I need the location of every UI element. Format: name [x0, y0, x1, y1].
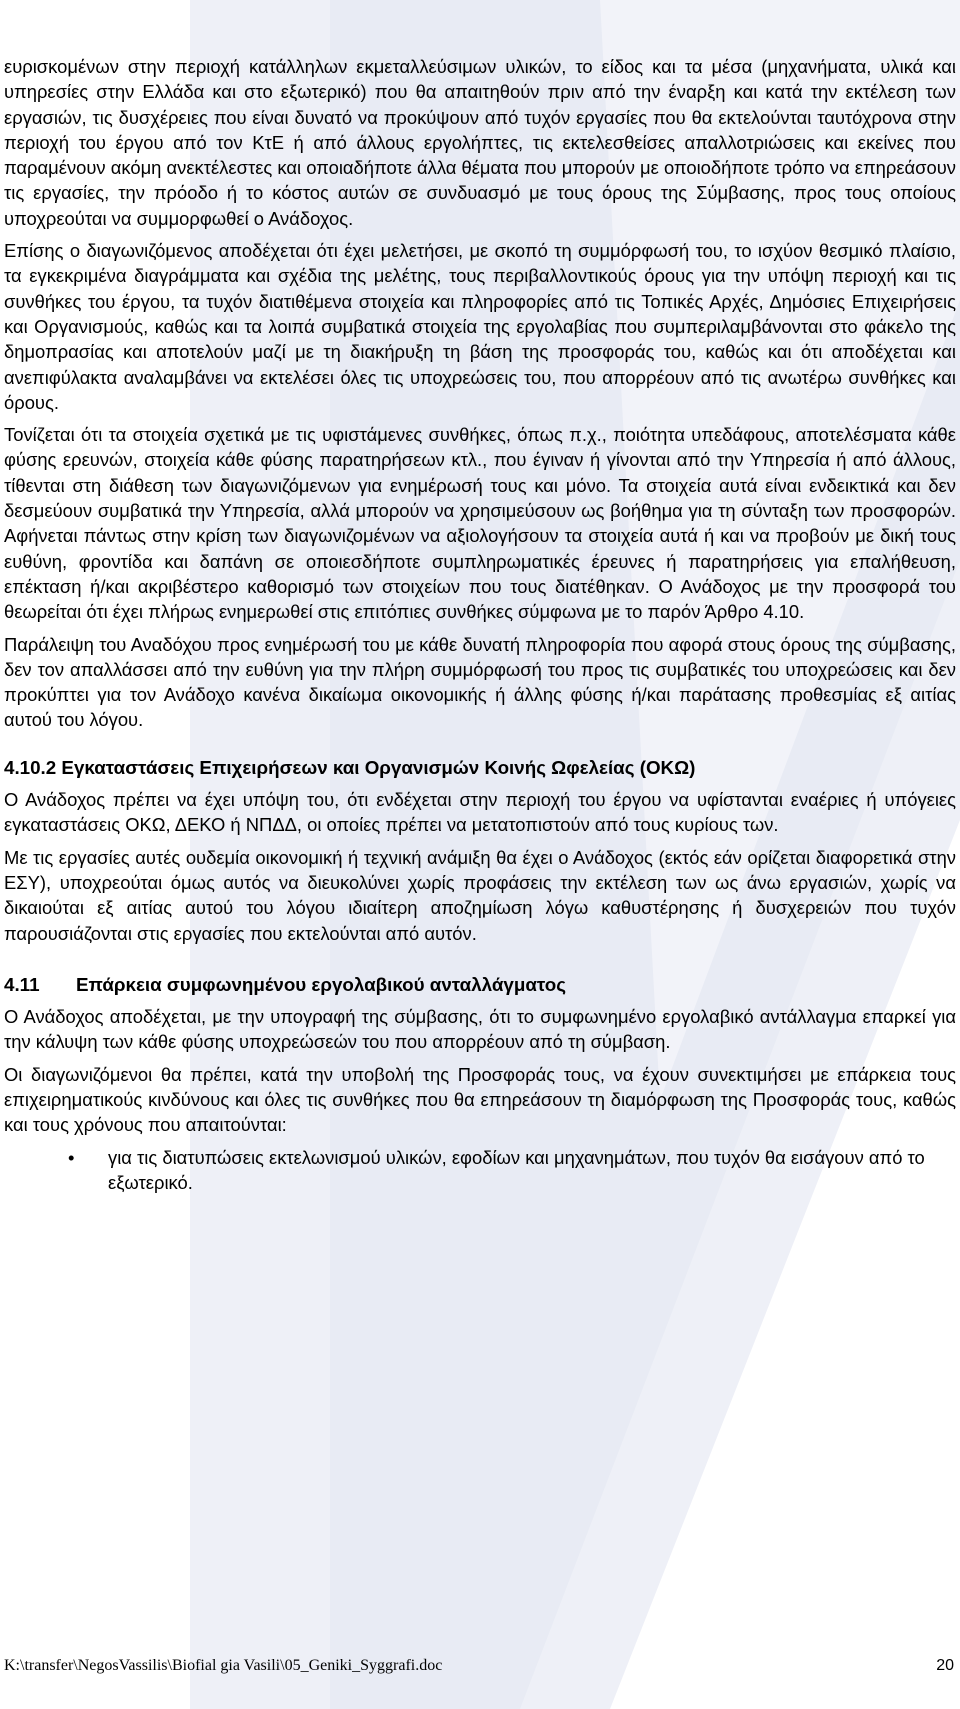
- section-heading-4-10-2: 4.10.2 Εγκαταστάσεις Επιχειρήσεων και Οργανισμών Κοινής Ωφελείας (ΟΚΩ): [4, 756, 696, 778]
- page-number: 20: [936, 1657, 954, 1674]
- paragraph: Ο Ανάδοχος αποδέχεται, με την υπογραφή της σύμβασης, ότι το συμφωνημένο εργολαβικό αντάλλαγμα επαρκεί για την κάλυψη των κάθε φύσης υποχρεώσεών του που απορρέουν από τη σύμβαση.: [4, 1006, 956, 1053]
- document-body: [4, 54, 956, 1195]
- paragraph: ευρισκομένων στην περιοχή κατάλληλων εκμεταλλεύσιμων υλικών, το είδος και τα μέσα (μηχανήματα, υλικά και υπηρεσίες στην Ελλάδα και στο εξωτερικό) που θα απαιτηθούν πριν από την έναρξη και κατά την εκτέλεση των εργασιών, τις δυσχέρειες που είναι δυνατό να προκύψουν από τυχόν εργασίες που θα εκτελούνται ταυτόχρονα στην περιοχή του έργου από τον ΚτΕ ή από άλλους εργολήπτες, τις εκτελεσθείσες απαλλοτριώσεις και εκείνες που παραμένουν ακόμη ανεκτέλεστες και οποιαδήποτε άλλα θέματα που μπορούν με οποιοδήποτε τρόπο να επηρεάσουν τις εργασίες, την πρόοδο ή το κόστος αυτών σε συνδυασμό με τους όρους της Σύμβασης, προς τους οποίους υποχρεούται να συμμορφωθεί ο Ανάδοχος.: [4, 56, 956, 229]
- paragraph: Επίσης ο διαγωνιζόμενος αποδέχεται ότι έχει μελετήσει, με σκοπό τη συμμόρφωσή του, το ισχύον θεσμικό πλαίσιο, τα εγκεκριμένα διαγράμματα και σχέδια της μελέτης, τους περιβαλλοντικούς όρους για την υπόψη περιοχή και τις συνθήκες του έργου, τα τυχόν διατιθέμενα στοιχεία και πληροφορίες από τις Τοπικές Αρχές, Δημόσιες Επιχειρήσεις και Οργανισμούς, καθώς και τα λοιπά συμβατικά στοιχεία της εργολαβίας που συμπεριλαμβάνονται στο φάκελο της δημοπρασίας και αποτελούν μαζί με τη διακήρυξη τη βάση της προσφοράς του, καθώς και ότι αποδέχεται και ανεπιφύλακτα αναλαμβάνει να εκτελέσει όλες τις υποχρεώσεις του, που απορρέουν από τις ανωτέρω συνθήκες και όρους.: [4, 240, 956, 413]
- list-item: [4, 1145, 956, 1196]
- paragraph: Με τις εργασίες αυτές ουδεμία οικονομική ή τεχνική ανάμιξη θα έχει ο Ανάδοχος (εκτός εάν ορίζεται διαφορετικά στην ΕΣΥ), υποχρεούται όμως αυτός να διευκολύνει χωρίς προφάσεις την εκτέλεση των ως άνω εργασιών, χωρίς να δικαιούται εξ αιτίας αυτού του λόγου ιδιαίτερη αποζημίωση λόγω καθυστέρησης ή δυσχερειών που τυχόν παρουσιάζονται στις εργασίες που εκτελούνται από αυτόν.: [4, 846, 956, 944]
- paragraph: Παράλειψη του Αναδόχου προς ενημέρωσή του με κάθε δυνατή πληροφορία που αφορά στους όρους της σύμβασης, δεν τον απαλλάσσει από την ευθύνη για την πλήρη συμμόρφωσή του προς τις συμβατικές του υποχρεώσεις και δεν προκύπτει για τον Ανάδοχο κανένα δικαίωμα οικονομικής ή άλλης φύσης ή/και παράτασης προθεσμίας εξ αιτίας αυτού του λόγου.: [4, 633, 956, 731]
- footer-file-path: K:\transfer\NegosVassilis\Biofial gia Vasili\05_Geniki_Syggrafi.doc: [4, 1657, 443, 1674]
- paragraph: Ο Ανάδοχος πρέπει να έχει υπόψη του, ότι ενδέχεται στην περιοχή του έργου να υφίστανται εναέριες ή υπόγειες εγκαταστάσεις ΟΚΩ, ΔΕΚΟ ή ΝΠΔΔ, οι οποίες πρέπει να μετατοπιστούν από τους κυρίους των.: [4, 789, 956, 836]
- section-number: 4.11: [4, 973, 40, 995]
- section-title: Επάρκεια συμφωνημένου εργολαβικού ανταλλάγματος: [76, 973, 566, 995]
- list-item-text: για τις διατυπώσεις εκτελωνισμού υλικών, εφοδίων και μηχανημάτων, που τυχόν θα εισάγουν από το εξωτερικό.: [108, 1146, 925, 1193]
- bullet-icon: •: [68, 1146, 75, 1168]
- bullet-list: [4, 1145, 956, 1196]
- paragraph: Τονίζεται ότι τα στοιχεία σχετικά με τις υφιστάμενες συνθήκες, όπως π.χ., ποιότητα υπεδάφους, αποτελέσματα κάθε φύσης ερευνών, στοιχεία κάθε φύσης παρατηρήσεων κτλ., που έγιναν ή γίνονται από την Υπηρεσία ή από άλλους, τίθενται στη διάθεση των διαγωνιζόμενων για ενημέρωσή τους και μόνο. Τα στοιχεία αυτά είναι ενδεικτικά και δεν δεσμεύουν συμβατικά την Υπηρεσία, αλλά μπορούν να χρησιμεύσουν ως βοήθημα για τη σύνταξη των προσφορών. Αφήνεται πάντως στην κρίση των διαγωνιζομένων να αξιολογήσουν τα στοιχεία αυτά ή και να προβούν με δική τους ευθύνη, φροντίδα και δαπάνη σε οποιεσδήποτε συμπληρωματικές έρευνες ή παρατηρήσεις για επαλήθευση, επέκταση ή/και ακριβέστερο καθορισμό των στοιχείων που τους διατέθηκαν. Ο Ανάδοχος με την προσφορά του θεωρείται ότι έχει πλήρως ενημερωθεί στις επιτόπιες συνθήκες σύμφωνα με το παρόν Άρθρο 4.10.: [4, 424, 956, 623]
- paragraph: Οι διαγωνιζόμενοι θα πρέπει, κατά την υποβολή της Προσφοράς τους, να έχουν συνεκτιμήσει με επάρκεια τους επιχειρηματικούς κινδύνους και όλες τις συνθήκες που θα επηρεάσουν τη διαμόρφωση της Προσφοράς τους, καθώς και τους χρόνους που απαιτούνται:: [4, 1063, 956, 1136]
- section-heading-4-11: [4, 972, 956, 997]
